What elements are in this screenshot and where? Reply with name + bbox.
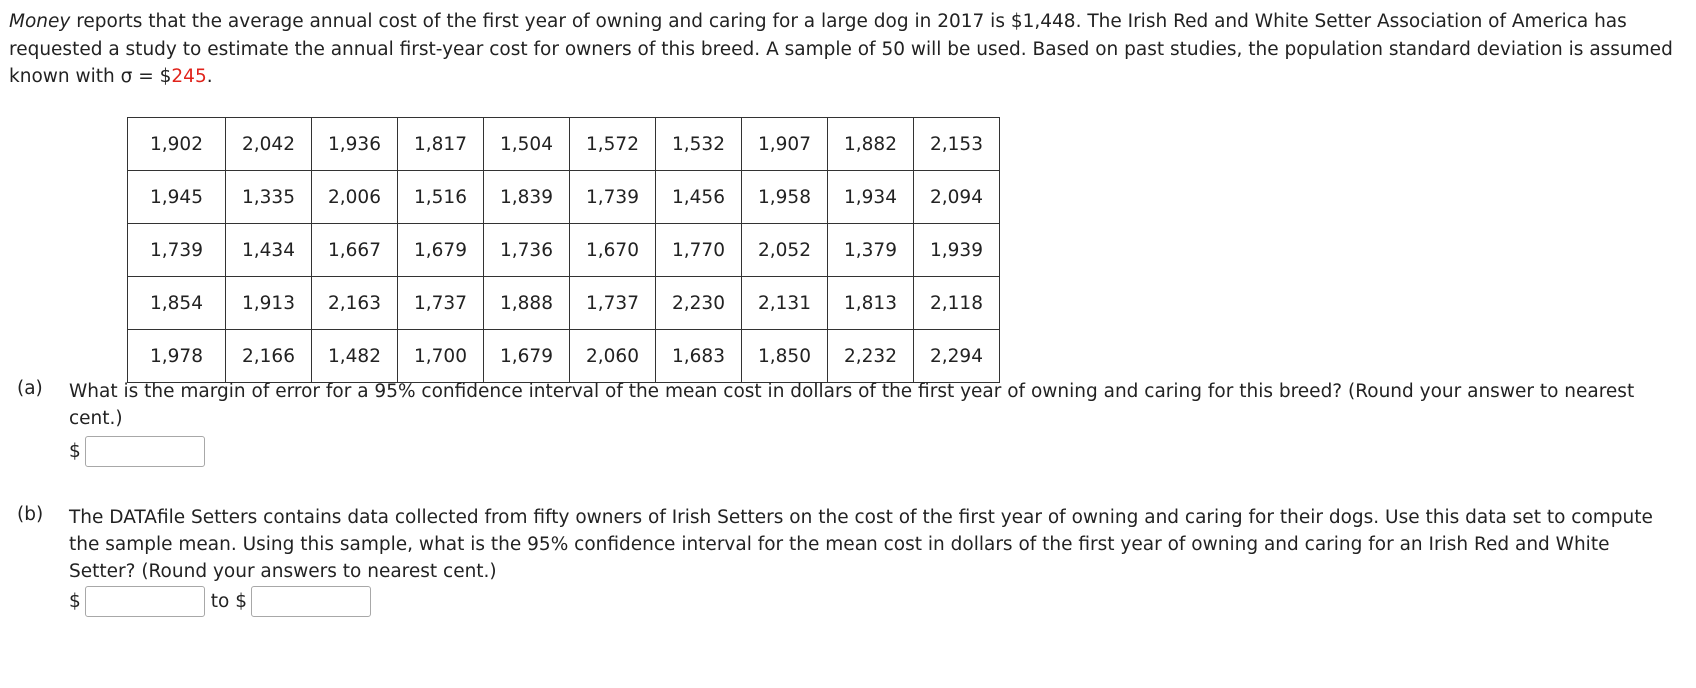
- problem-intro: [9, 8, 1679, 91]
- table-cell: 1,335: [226, 171, 312, 224]
- table-cell: 2,294: [914, 330, 1000, 383]
- table-row: [128, 118, 1000, 171]
- ci-lower-input[interactable]: [85, 586, 205, 617]
- table-cell: 1,813: [828, 277, 914, 330]
- currency-label: $: [69, 591, 81, 612]
- equals-sign: =: [132, 66, 160, 87]
- table-cell: 1,854: [128, 277, 226, 330]
- table-cell: 1,700: [398, 330, 484, 383]
- table-cell: 1,839: [484, 171, 570, 224]
- table-cell: 1,532: [656, 118, 742, 171]
- publication-name: Money: [9, 11, 71, 32]
- table-cell: 1,934: [828, 171, 914, 224]
- intro-period: .: [206, 66, 213, 87]
- table-cell: 1,504: [484, 118, 570, 171]
- table-cell: 1,482: [312, 330, 398, 383]
- table-cell: 1,978: [128, 330, 226, 383]
- table-cell: 2,230: [656, 277, 742, 330]
- part-b-answer-row: [69, 586, 371, 617]
- table-cell: 2,163: [312, 277, 398, 330]
- table-cell: 1,737: [570, 277, 656, 330]
- table-cell: 2,131: [742, 277, 828, 330]
- table-cell: 1,902: [128, 118, 226, 171]
- part-b-label: (b): [17, 504, 44, 525]
- table-cell: 1,736: [484, 224, 570, 277]
- currency-label: $: [69, 441, 81, 462]
- part-b-question: The DATAfile Setters contains data collected from fifty owners of Irish Setters on the cost of the first year of owning and caring for their dogs. Use this data set to compute the sample mean. Using this sample, what is the 95% confidence interval for the mean cost in dollars of the first year of owning and caring for an Irish Red and White Setter? (Round your answers to nearest cent.): [69, 507, 1653, 582]
- table-cell: 1,958: [742, 171, 828, 224]
- part-a-label: (a): [17, 378, 43, 399]
- table-cell: 1,739: [570, 171, 656, 224]
- table-cell: 1,882: [828, 118, 914, 171]
- table-cell: 2,006: [312, 171, 398, 224]
- ci-upper-input[interactable]: [251, 586, 371, 617]
- table-cell: 1,667: [312, 224, 398, 277]
- table-cell: 1,770: [656, 224, 742, 277]
- table-cell: 2,118: [914, 277, 1000, 330]
- table-cell: 1,679: [398, 224, 484, 277]
- table-cell: 1,679: [484, 330, 570, 383]
- table-cell: 2,052: [742, 224, 828, 277]
- table-cell: 2,042: [226, 118, 312, 171]
- cost-data-table: [127, 117, 1000, 383]
- table-row: [128, 330, 1000, 383]
- sigma-currency: $: [159, 66, 172, 87]
- table-cell: 1,737: [398, 277, 484, 330]
- intro-text: reports that the average annual cost of the first year of owning and caring for a large dog in 2017 is $1,448. The Irish Red and White Setter Association of America has requested a study to estimate the annual first-year cost for owners of this breed. A sample of 50 will be used. Based on past studies, the population standard deviation is assumed known with: [9, 11, 1673, 87]
- table-cell: 1,936: [312, 118, 398, 171]
- table-cell: 1,434: [226, 224, 312, 277]
- table-row: [128, 277, 1000, 330]
- sigma-value: 245: [171, 66, 207, 87]
- table-cell: 1,670: [570, 224, 656, 277]
- to-label: to $: [210, 591, 248, 612]
- part-a-answer-row: [69, 436, 205, 467]
- table-cell: 1,379: [828, 224, 914, 277]
- margin-of-error-input[interactable]: [85, 436, 205, 467]
- table-cell: 1,888: [484, 277, 570, 330]
- table-cell: 2,060: [570, 330, 656, 383]
- table-cell: 2,153: [914, 118, 1000, 171]
- table-cell: 1,907: [742, 118, 828, 171]
- table-row: [128, 224, 1000, 277]
- table-cell: 1,939: [914, 224, 1000, 277]
- table-cell: 1,850: [742, 330, 828, 383]
- sigma-symbol: σ: [120, 66, 133, 87]
- table-cell: 2,232: [828, 330, 914, 383]
- table-cell: 1,913: [226, 277, 312, 330]
- table-cell: 2,094: [914, 171, 1000, 224]
- table-cell: 2,166: [226, 330, 312, 383]
- table-cell: 1,516: [398, 171, 484, 224]
- table-cell: 1,739: [128, 224, 226, 277]
- table-cell: 1,817: [398, 118, 484, 171]
- part-a-question: What is the margin of error for a 95% confidence interval of the mean cost in dollars of the first year of owning and caring for this breed? (Round your answer to nearest cent.): [69, 381, 1635, 429]
- table-cell: 1,683: [656, 330, 742, 383]
- table-row: [128, 171, 1000, 224]
- table-cell: 1,456: [656, 171, 742, 224]
- table-cell: 1,945: [128, 171, 226, 224]
- table-cell: 1,572: [570, 118, 656, 171]
